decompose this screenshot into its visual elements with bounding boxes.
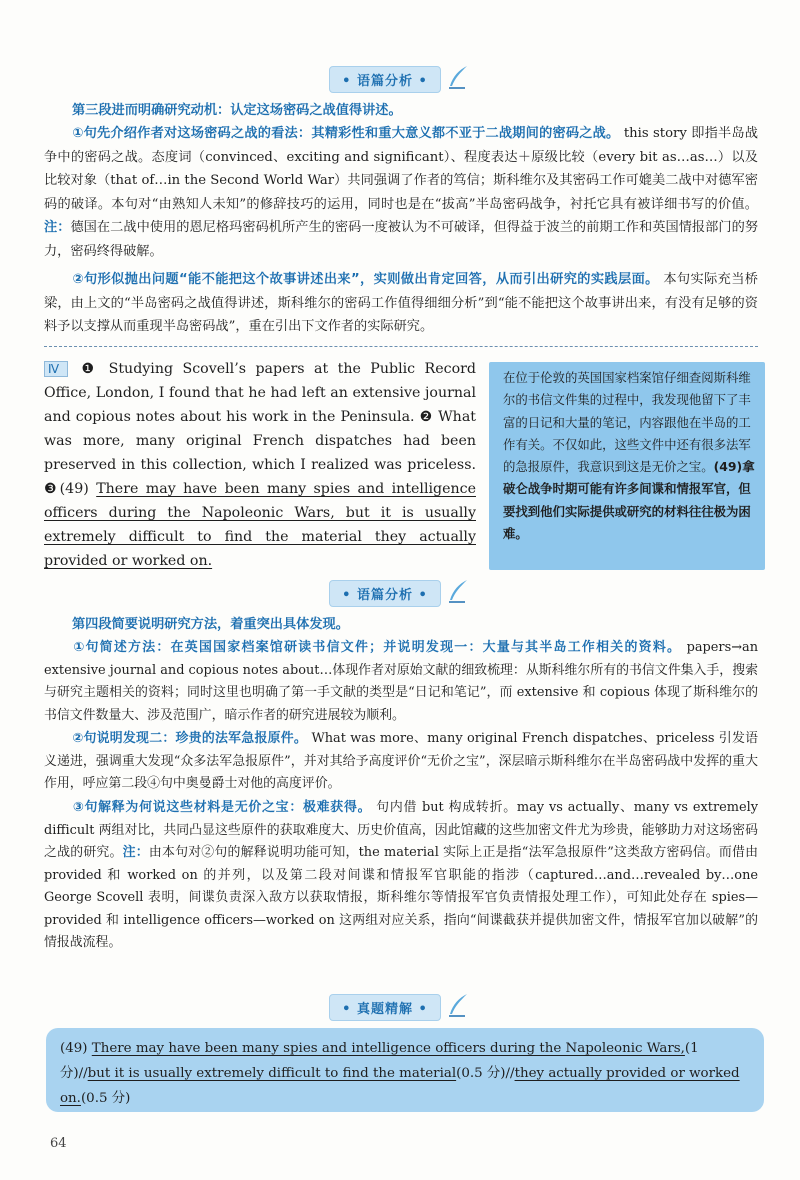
- section4-p1-lead: ①句简述方法：在英国国家档案馆研读书信文件；并说明发现一：大量与其半岛工作相关的资料。: [72, 640, 682, 655]
- section3-p2-rest: 本句实际充当桥梁，由上文的“半岛密码之战值得讲述，斯科维尔的密码工作值得细细分析”到“能不能把这个故事讲出来，有没有足够的资料予以支撑从而重现半岛密码战”，重在引出下文作者的实际研究。: [44, 272, 758, 334]
- section3-paragraph1: [44, 122, 758, 263]
- answer-score-2: (0.5 分): [456, 1066, 506, 1081]
- answer-segment-3: they actually provided or worked on.: [60, 1066, 740, 1106]
- badge-label: • 语篇分析 •: [329, 580, 441, 607]
- paragraph-roman-numeral: Ⅳ: [44, 361, 68, 377]
- translation-text: 在位于伦敦的英国国家档案馆仔细查阅斯科维尔的书信文件集的过程中，我发现他留下了丰富的日记和大量的笔记，内容跟他在半岛的工作有关。不仅如此，这些文件中还有很多法军的急报原件，我意识到这是无价之宝。: [503, 370, 751, 475]
- section4-p3-rest: 句内借 but 构成转折。may vs actually、many vs extremely difficult 两组对比，共同凸显这些原件的获取难度大、历史价值高，因此馆藏的这些加密文件尤为珍贵，能够助力对这场密码之战的研究。: [44, 800, 758, 860]
- answer-number: (49): [60, 1041, 88, 1056]
- sentence-3: There may have been many spies and intelligence officers during the Napoleonic Wars, but it is usually extremely difficult to find the material they actually provided or worked on.: [44, 481, 476, 569]
- answer-score-1: (1 分): [60, 1041, 699, 1081]
- badge-label: • 语篇分析 •: [329, 66, 441, 93]
- sentence-marker: ❸: [44, 481, 60, 497]
- badge-label: • 真题精解 •: [329, 994, 441, 1021]
- answer-score-3: (0.5 分): [80, 1091, 131, 1106]
- analysis-badge: [0, 66, 800, 92]
- note-label: 注：: [44, 220, 71, 235]
- quill-icon: [445, 578, 471, 608]
- page-number: 64: [50, 1136, 67, 1151]
- translation-bold: (49)拿破仑战争时期可能有许多间谍和情报军官，但要找到他们实际提供或研究的材料往往极为困难。: [503, 459, 755, 542]
- section4-p2-rest: What was more、many original French dispatches、priceless 引发语义递进，强调重大发现“众多法军急报原件”，并对其给予高度评价“无价之宝”，深层暗示斯科维尔在半岛密码战中发挥的重大作用，呼应第二段④句中奥曼爵士对他的高度评价。: [44, 731, 759, 791]
- section4-p2-lead: ②句说明发现二：珍贵的法军急报原件。: [72, 731, 308, 746]
- quill-icon: [445, 64, 471, 94]
- analysis-badge: [0, 580, 800, 606]
- sentence-marker: ❶: [81, 361, 100, 377]
- section4-p1-rest: papers→an extensive journal and copious notes about…体现作者对原始文献的细致梳理：从斯科维尔所有的书信文件集入手，搜索与研究主题相关的资料；同时这里也明确了第一手文献的类型是“日记和笔记”，而 extensive 和 copious 体现了斯科维尔的书信文件数量大、涉及范围广，暗示作者的研究进展较为顺利。: [44, 640, 758, 723]
- section3-p1-rest: this story 即指半岛战争中的密码之战。态度词（convinced、exciting and significant）、程度表达＋原级比较（every bit as…as…）以及比较对象（that of…in the Second World War）共同强调了作者的笃信；斯科维尔及其密码工作可媲美二战中对德军密码的破译。本句对“由熟知人未知”的修辞技巧的运用，同时也是在“拔高”半岛密码战争，衬托它具有被详细书写的价值。: [44, 126, 758, 212]
- answer-badge: [0, 994, 800, 1020]
- section4-paragraph2: [44, 728, 758, 796]
- sentence-marker: ❷: [419, 409, 433, 425]
- answer-segment-2: but it is usually extremely difficult to find the material: [87, 1066, 457, 1081]
- answer-separator: //: [78, 1066, 88, 1081]
- divider: [44, 346, 758, 347]
- section3-p2-lead: ②句形似抛出问题“能不能把这个故事讲述出来”，实则做出肯定回答，从而引出研究的实践层面。: [72, 272, 659, 287]
- sentence-2: What was more, many original French dispatches had been preserved in this collection, which I realized was priceless.: [44, 409, 476, 473]
- question-number: (49): [59, 481, 89, 497]
- answer-separator: //: [505, 1066, 515, 1081]
- section4-p3-lead: ③句解释为何说这些材料是无价之宝：极难获得。: [72, 800, 372, 815]
- section3-p1-lead: ①句先介绍作者对这场密码之战的看法：其精彩性和重大意义都不亚于二战期间的密码之战。: [72, 126, 620, 141]
- quill-icon: [445, 992, 471, 1022]
- answer-box: [46, 1028, 764, 1112]
- section4-paragraph1: [44, 637, 758, 727]
- section3-p1-note: 德国在二战中使用的恩尼格玛密码机所产生的密码一度被认为不可破译，但得益于波兰的前期工作和英国情报部门的努力，密码终得破解。: [44, 220, 759, 259]
- section3-paragraph2: [44, 268, 758, 339]
- section3-heading: 第三段进而明确研究动机：认定这场密码之战值得讲述。: [72, 103, 402, 118]
- sentence-1: Studying Scovell’s papers at the Public Record Office, London, I found that he had left an extensive journal and copious notes about his work in the Peninsula.: [44, 361, 476, 425]
- note-label: 注：: [122, 845, 149, 860]
- translation-panel: [489, 362, 765, 570]
- section4-heading: 第四段简要说明研究方法，着重突出具体发现。: [72, 617, 349, 632]
- answer-segment-1: There may have been many spies and intelligence officers during the Napoleonic Wars,: [91, 1041, 685, 1056]
- section4-p3-note: 由本句对②句的解释说明功能可知，the material 实际上正是指“法军急报原件”这类敌方密码信。而借由 provided 和 worked on 的并列，以及第二段对间谍和情报军官职能的指涉（captured…and…revealed by…one George Scovell 表明，间谍负责深入敌方以获取情报，斯科维尔等情报军官负责情报处理工作），可知此处存在 spies—provided 和 intelligence officers—worked on 这两组对应关系，指向“间谍截获并提供加密文件，情报军官加以破解”的情报战流程。: [44, 845, 759, 950]
- section4-paragraph3: [44, 797, 758, 955]
- passage-paragraph-4: [44, 357, 476, 573]
